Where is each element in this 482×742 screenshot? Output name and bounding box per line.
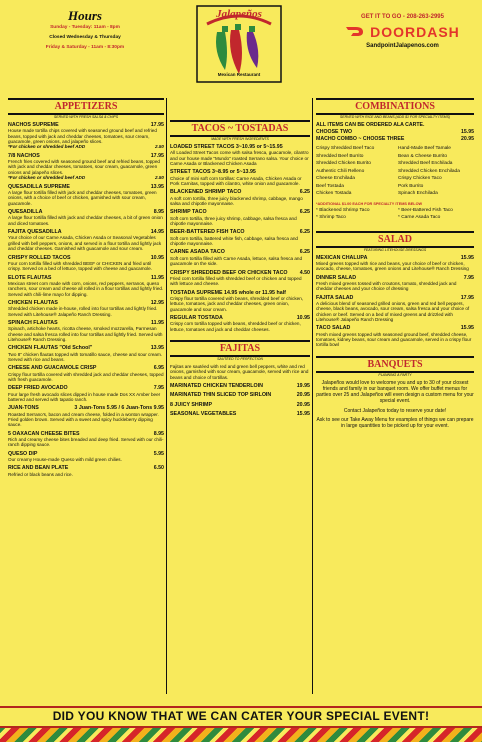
item-price: 17.95 [150, 152, 164, 159]
combo-option: Shredded Beef Burrito [316, 153, 364, 159]
fajitas-title: FAJITAS [170, 340, 310, 357]
specialty-option: * Blackened Shrimp Taco [316, 207, 370, 213]
appetizer-item [8, 405, 164, 427]
appetizers-list [8, 122, 164, 477]
taco-item [170, 270, 310, 287]
item-description: Your choice of our Carne Asada, Chicken Asada or Seasonal Vegetables grilled with bell peppers, onions, and served in a flour tortilla and lightly jack and cheddar cheeses. Garnished with guacamole and sour cream. [8, 235, 162, 252]
item-price: 15.95 [460, 254, 474, 261]
item-price: 19.95 [296, 383, 310, 390]
item-name: QUESADILLA [8, 209, 43, 216]
macho-combo-row: MACHO COMBO ~ CHOOSE THREE 20.95 [316, 136, 474, 142]
item-name: CRISPY ROLLED TACOS [8, 254, 71, 261]
item-name: FAJITA SALAD [316, 294, 354, 301]
item-price: 13.95 [150, 183, 164, 190]
appetizers-section [8, 98, 164, 480]
item-name: RICE AND BEAN PLATE [8, 465, 69, 472]
item-name: MARINATED CHICKEN TENDERLOIN [170, 383, 263, 390]
combo-option: Hand-Made Beef Tamale [398, 146, 451, 151]
combinations-title: COMBINATIONS [316, 98, 474, 115]
item-name: 5 OAXACAN CHEESE BITES [8, 430, 80, 437]
salad-item [316, 255, 474, 272]
banquets-text: Jalapeños would love to welcome you and up to 30 of your closest friends and family in our banquet room. We offer buffet menus for parties over 25 and Jalapeños will even design a custom menu for your special event. [316, 379, 474, 405]
combo-option: Crispy Chicken Taco [398, 176, 442, 181]
column-divider [312, 98, 313, 694]
item-description: Mixed greens topped with rice and beans, your choice of beef or chicken, avocado, cheese, tomatoes, green onions and Litehouse® Ranch Dressing [316, 260, 469, 272]
item-name: TACO SALAD [316, 325, 351, 332]
item-name: BLACKENED SHRIMP TACO [170, 189, 242, 196]
combo-option: Crispy Shredded Beef Taco [316, 146, 375, 151]
tacos-subtitle: MADE WITH FRESH INGREDIENTS [211, 137, 269, 141]
addon-price: 2.50 [155, 175, 164, 181]
taco-item [170, 144, 310, 166]
item-price: 12.95 [150, 299, 164, 306]
item-name: JUAN-TONS [8, 405, 39, 412]
taco-item [170, 189, 310, 206]
item-name: NACHOS SUPREME [8, 122, 59, 128]
item-name: CRISPY SHREDDED BEEF OR CHICKEN TACO [170, 269, 288, 276]
item-price: 14.95 [150, 229, 164, 236]
item-price: 20.95 [296, 392, 310, 399]
fajita-item [170, 402, 310, 408]
combo-option: Beef Tostada [316, 183, 344, 189]
item-description: Crispy flour tortilla covered with beans, shredded beef or chicken, lettuce, tomatoes, jack and cheddar cheeses, green onion, guacamole and sour cream. [170, 295, 304, 312]
salad-item [316, 295, 474, 323]
item-description: Two 8" chicken flautas topped with tomatillo sauce, cheese and sour cream. Served with rice and beans. [8, 351, 163, 362]
item-name: 8 JUICY SHRIMP [170, 401, 212, 408]
item-price: 17.95 [460, 294, 474, 301]
item-price: 15.95 [460, 325, 474, 332]
appetizer-item [8, 451, 164, 463]
combinations-section [316, 98, 474, 432]
item-description: Crispy corn tortilla topped with beans, shredded beef or chicken, lettuce, tomatoes and jack and cheddar cheeses. [170, 321, 301, 332]
item-name: BEER-BATTERED FISH TACO [170, 229, 245, 236]
fajitas-description: Fajitas are sautéed with red and green bell peppers, white and red onions, garnished with sour cream, guacamole, served with rice and beans and choice of tortillas. [170, 363, 309, 380]
addon-label: *For chicken or shredded beef ADD [8, 175, 86, 181]
banquets-title: BANQUETS [316, 356, 474, 373]
item-price: 11.95 [151, 274, 164, 281]
appetizer-item [8, 275, 164, 297]
item-description: Refried or black beans and rice. [8, 471, 73, 477]
phone-number[interactable]: GET IT TO GO - 208-263-2995 [361, 14, 444, 20]
choose-two-row: CHOOSE TWO 15.95 [316, 129, 474, 135]
taco-item [170, 229, 310, 246]
taco-item [170, 290, 310, 312]
logo-subtitle: Mexican Restaurant [217, 72, 261, 77]
specialty-option: * Shrimp Taco [316, 215, 346, 220]
combo-option: Shredded Chicken Burrito [316, 161, 371, 166]
item-price: 8.95 [153, 209, 164, 216]
item-description: All Loaded Street Tacos come with salsa fresca, guacamole, cilantro and our house made "Mundo" roasted Serrano salsa. Your choice or Carne Asada or Blackened Chicken Asada [170, 150, 309, 167]
item-name: CHEESE AND GUACAMOLE CRISP [8, 365, 97, 372]
item-name: MARINATED THIN SLICED TOP SIRLOIN [170, 392, 272, 399]
item-description: Soft corn tortilla filled with Carne Asada, lettuce, salsa fresca and guacamole on the side. [170, 255, 303, 267]
item-price: 6.25 [299, 209, 310, 216]
item-price: 11.95 [151, 319, 164, 326]
combinations-intro: ALL ITEMS CAN BE ORDERED ALA CARTE. [316, 122, 425, 128]
fajitas-section [170, 340, 310, 417]
item-name: QUESADILLA SUPREME [8, 183, 70, 190]
item-price: 7.95 [463, 274, 474, 281]
item-description: Choice of mini soft corn tortillas: Carne Asada, Chicken Asada or Pork Carnitas, topped with cilantro, white onion and guacamole. [170, 175, 302, 187]
item-name: TOSTADA SUPREME 14.95 whole or 11.95 half [170, 289, 286, 296]
item-description: A soft corn tortilla, three juicy blackened shrimp, cabbage, mango salsa and chipotle mayonnaise. [170, 195, 303, 207]
column-divider [166, 98, 167, 694]
appetizer-item [8, 465, 164, 477]
appetizer-item [8, 365, 164, 382]
banquets-subtitle: PLANNING A PARTY [378, 372, 412, 377]
item-price: 6.25 [299, 249, 310, 256]
item-name-row [170, 392, 310, 398]
combo-option: Chicken Tostada [316, 191, 352, 196]
hours-line: Closed Wednesday & Thursday [49, 35, 121, 40]
item-description: French fries covered with seasoned ground beef and refried beans, topped with jack and cheddar cheeses, tomatoes, sour cream, guacamole, green onions and jalapeño slices. [8, 159, 160, 175]
appetizer-item [8, 153, 164, 181]
item-price: 10.95 [296, 314, 310, 321]
tacos-section [170, 120, 310, 420]
appetizer-item [8, 345, 164, 362]
appetizer-item [8, 229, 164, 251]
banquets-takeaway: Ask to see our Take Away Menu for examples of things we can prepare in large quantities to be picked up for your event. [316, 416, 474, 429]
hours-line: Sunday - Tuesday: 11am - 8pm [50, 25, 120, 30]
item-description: Four large fresh avocado slices dipped in house made Dos XX Amber beer battered and served with tapatio ranch. [8, 391, 161, 403]
item-description: Soft corn tortilla, battered white fish, cabbage, salsa fresca and chipotle mayonnaise. [170, 235, 298, 247]
item-price: 20.95 [296, 401, 310, 408]
item-price: 6.95 [153, 365, 164, 372]
combo-option: Shredded Beef Enchilada [398, 161, 453, 166]
salad-item [316, 325, 474, 347]
item-price: 13.95 [150, 345, 164, 352]
item-price: 17.95 [150, 122, 164, 128]
item-name: 7/8 NACHOS [8, 152, 40, 159]
salad-title: SALAD [316, 231, 474, 248]
item-name: FAJITA QUESADILLA [8, 229, 62, 236]
item-description: A large flour tortilla filled with jack and cheddar cheeses, a bit of green onion and diced tomatoes. [8, 215, 163, 226]
doordash-logo[interactable] [330, 23, 475, 40]
hours-line: Friday & Saturday - 11am - 8:30pm [45, 45, 125, 50]
item-name: LOADED STREET TACOS 3~10.95 or 5~15.95 [170, 144, 283, 150]
appetizer-item [8, 209, 164, 226]
item-addon [8, 175, 164, 180]
doordash-icon [345, 24, 365, 40]
logo-title: Jalapeños [216, 8, 262, 20]
item-name-row [8, 405, 164, 411]
hours-title: Hours [68, 8, 102, 23]
item-description: Our creamy House-made Queso with mild green chilies. [8, 457, 122, 463]
website-link[interactable]: SandpointJalapenos.com [366, 43, 439, 50]
tacos-title: TACOS ~ TOSTADAS [170, 120, 310, 137]
item-price: 6.25 [299, 229, 310, 236]
specialty-note: *ADDITIONAL $1.00 EACH FOR SPECIALTY ITEMS BELOW [316, 201, 423, 206]
combo-option: Spinach Enchilada [398, 191, 438, 196]
item-description: Mexican street corn made with corn, onions, red peppers, serranos, queso ranchero, sour cream and cheese all rolled in a flour tortillas and lightly fried. Served with chili-lime mayo for dipping. [8, 280, 164, 297]
combo-options [316, 146, 474, 199]
item-description: A large flour tortilla filled with jack and cheddar cheeses, tomatoes, green onions, with a choice of beef or chicken, garnished with sour cream, guacamole. [8, 189, 157, 206]
item-description: House made tortilla chips covered with seasoned ground beef and refried beans, topped with jack and cheddar cheeses, tomatoes, sour cream, guacamole, green onions, and jalapeño slices. [8, 128, 157, 145]
doordash-label: DOORDASH [370, 24, 460, 41]
item-name: ELOTE FLAUTAS [8, 274, 52, 281]
item-name-row [170, 402, 310, 408]
appetizer-item [8, 320, 164, 342]
salad-list [316, 255, 474, 348]
fajita-item [170, 383, 310, 389]
fajitas-subtitle: SAUTÉED TO PERFECTION [217, 356, 263, 361]
appetizer-item [8, 184, 164, 206]
taco-item [170, 169, 310, 186]
item-price: 10.95 [150, 254, 164, 261]
appetizers-subtitle: SERVED WITH FRESH SALSA & CHIPS [53, 115, 119, 119]
item-description: Fried corn tortilla filled with shredded beef or chicken and topped with lettuce and cheese. [170, 275, 302, 287]
specialty-option: * Carne Asada Taco [398, 215, 441, 220]
taco-item [170, 315, 310, 332]
specialty-options [316, 208, 474, 223]
appetizer-item [8, 255, 164, 272]
item-description: Spinach, artichoke hearts, ricotta cheese, smoked mozzarella, Parmesan cheese and salsa fresca rolled into four tortillas and lightly fried. Served with Litehouse® Ranch Dressing. [8, 326, 163, 342]
appetizer-item [8, 300, 164, 317]
appetizer-item [8, 431, 164, 448]
fajitas-list [170, 383, 310, 417]
salad-item [316, 275, 474, 292]
item-price: 6.50 [153, 465, 164, 472]
item-name-row [170, 383, 310, 389]
item-price: 6.25 [299, 189, 310, 196]
combo-option: Cheese Enchilada [316, 176, 355, 181]
item-name: QUESO DIP [8, 450, 38, 457]
combo-option: Pork Burrito [398, 183, 424, 189]
item-name: MEXICAN CHALUPA [316, 254, 368, 261]
fajita-item [170, 411, 310, 417]
appetizer-item [8, 385, 164, 402]
banquets-contact: Contact Jalapeños today to reserve your date! [343, 407, 447, 414]
combinations-subtitle: SERVED WITH RICE AND BEANS (ADD $1 FOR SPECIALTY ITEMS) [339, 115, 451, 119]
item-price: 7.95 [153, 385, 164, 392]
fajita-item [170, 392, 310, 398]
item-description: Fresh mixed greens topped with seasoned ground beef, shredded cheese, tomatoes, kidney beans, sour cream and guacamole, served in a crispy flour tortilla bowl [316, 331, 472, 348]
appetizers-title: APPETIZERS [8, 98, 164, 115]
item-name: SHRIMP TACO [170, 209, 207, 216]
item-description: Four corn tortilla filled with shredded BEEF or CHICKEN and fried until crispy. Served on a bed of lettuce, topped with cheese and guacamole. [8, 260, 152, 272]
item-description: Fresh mixed greens tossed with croutons, tomato, shredded jack and cheddar cheeses and your choice of dressing [316, 280, 457, 292]
combo-option: Shredded Chicken Enchilada [398, 168, 460, 174]
item-addon [8, 144, 164, 149]
item-name: SEASONAL VEGETABLES [170, 410, 237, 417]
item-name: REGULAR TOSTADA [170, 314, 223, 321]
combo-option: Bean & Cheese Burrito [398, 153, 448, 159]
item-name: SPINACH FLAUTAS [8, 319, 58, 326]
item-name: CHICKEN FLAUTAS [8, 299, 58, 306]
appetizer-item [8, 122, 164, 150]
catering-banner: DID YOU KNOW THAT WE CAN CATER YOUR SPECIAL EVENT! [0, 706, 482, 728]
hours-block [10, 8, 160, 51]
item-price: 8.95 [153, 430, 164, 437]
tacos-list [170, 144, 310, 332]
addon-price: 2.50 [155, 144, 164, 150]
item-price: 3 Juan-Tons 5.95 / 6 Juan-Tons 9.95 [74, 405, 164, 412]
item-price: 15.95 [296, 410, 310, 417]
salad-section [316, 231, 474, 348]
item-description: Crispy flour tortilla covered with shredded jack and cheddar cheeses, topped with fresh guacamole. [8, 371, 164, 383]
item-name: DEEP FRIED AVOCADO [8, 385, 68, 392]
item-description: A delicious blend of seasoned grilled onions, green and red bell peppers, cheese, black beans, avocado, sour cream, salsa fresca and your choice of chicken or beef. Served on a bed of mixed greens and drizzled with Litehouse® Jalapeño Ranch Dressing [316, 300, 470, 322]
taco-item [170, 209, 310, 226]
item-name: STREET TACOS 3~8.95 or 5~13.95 [170, 169, 256, 176]
order-info [330, 14, 475, 49]
combo-option: Authentic Chili Relleno [316, 168, 365, 174]
item-description: Roasted Serrano's, bacon and cream cheese, folded in a wonton wrapper. Fried golden brown. Served with a sweet and spicy huckleberry dipping sauce. [8, 411, 159, 428]
addon-label: *For chicken or shredded beef ADD [8, 144, 86, 150]
item-description: Rich and creamy cheese bites breaded and deep fried. Served with our chili-ranch dipping sauce. [8, 437, 164, 448]
banquets-section [316, 356, 474, 429]
item-name-row [170, 411, 310, 417]
taco-item [170, 249, 310, 266]
item-name: CHICKEN FLAUTAS "Old School" [8, 345, 93, 352]
item-price: 5.95 [153, 450, 164, 457]
item-description: Soft corn tortilla, three juicy shrimp, cabbage, salsa fresca and chipotle mayonnaise. [170, 215, 297, 227]
salad-subtitle: FEATURING LITEHOUSE DRESSINGS [363, 247, 427, 252]
item-price: 4.50 [299, 269, 310, 276]
item-name: DINNER SALAD [316, 274, 357, 281]
item-description: Shredded chicken made in-house, rolled into four tortillas and lightly fried. Served with Litehouse® Jalapeño Ranch Dressing. [8, 306, 158, 317]
specialty-option: * Beer-Battered Fish Taco [398, 207, 453, 213]
item-name: CARNE ASADA TACO [170, 249, 225, 256]
